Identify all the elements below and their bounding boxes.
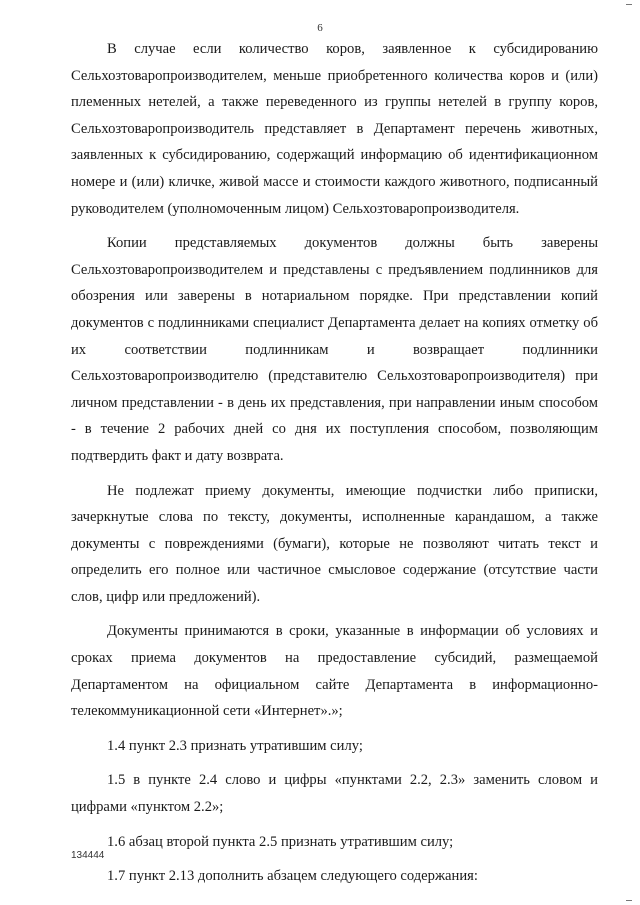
paragraph-item-1-4: 1.4 пункт 2.3 признать утратившим силу;: [107, 737, 363, 754]
paragraph-item-1-7: 1.7 пункт 2.13 дополнить абзацем следующего содержания:: [107, 868, 478, 885]
scan-corner-mark-bottom: [626, 900, 632, 901]
scan-corner-mark-top: [626, 4, 632, 5]
footer-document-code: 134444: [71, 850, 105, 861]
document-body: [71, 36, 598, 890]
paragraph-item-1-6: 1.6 абзац второй пункта 2.5 признать утратившим силу;: [107, 833, 454, 850]
paragraph-item-1-5: 1.5 в пункте 2.4 слово и цифры «пунктами 2.2, 2.3» заменить словом и цифрами «пунктом 2.2»;: [71, 772, 598, 816]
paragraph-cow-count-list: В случае если количество коров, заявленное к субсидированию Сельхозтоваропроизводителем, меньше приобретенного количества коров и (или) племенных нетелей, а также переведенного из группы нетелей в группу коров, Сельхозтоваропроизводитель представляет в Департамент перечень животных, заявленных к субсидированию, содержащий информацию об идентификационном номере и (или) кличке, живой массе и стоимости каждого животного, подписанный руководителем (уполномоченным лицом) Сельхозтоваропроизводителя.: [71, 41, 598, 217]
paragraph-rejected-documents: Не подлежат приему документы, имеющие подчистки либо приписки, зачеркнутые слова по тексту, документы, исполненные карандашом, а также документы с повреждениями (бумаги), которые не позволяют читать текст и определить его полное или частичное смысловое содержание (отсутствие части слов, цифр или предложений).: [71, 482, 598, 605]
paragraph-document-copies: Копии представляемых документов должны быть заверены Сельхозтоваропроизводителем и представлены с предъявлением подлинников для обозрения или заверены в нотариальном порядке. При представлении копий документов с подлинниками специалист Департамента делает на копиях отметку об их соответствии подлинникам и возвращает подлинники Сельхозтоваропроизводителю (представителю Сельхозтоваропроизводителя) при личном представлении - в день их представления, при направлении иным способом - в течение 2 рабочих дней со дня их поступления способом, позволяющим подтвердить факт и дату возврата.: [71, 235, 598, 464]
page-number: 6: [317, 22, 323, 34]
paragraph-acceptance-terms: Документы принимаются в сроки, указанные в информации об условиях и сроках приема документов на предоставление субсидий, размещаемой Департаментом на официальном сайте Департамента в информационно-телекоммуникационной сети «Интернет».»;: [71, 623, 598, 720]
